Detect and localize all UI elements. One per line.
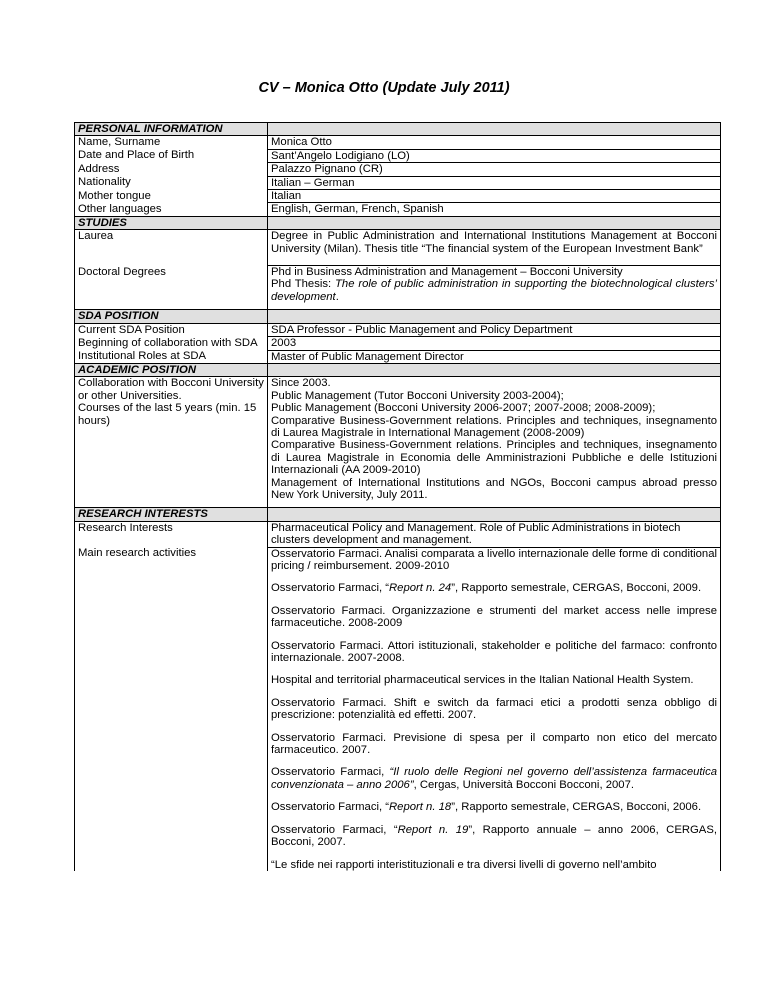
table-row <box>75 377 721 508</box>
section-title: STUDIES <box>75 216 268 229</box>
field-label: Institutional Roles at SDA <box>75 350 268 363</box>
document-title: CV – Monica Otto (Update July 2011) <box>258 80 510 96</box>
field-label: Laurea <box>75 230 268 266</box>
doctoral-thesis <box>271 278 717 303</box>
table-row <box>75 547 721 871</box>
table-row <box>75 136 721 149</box>
course-line: Public Management (Bocconi University 2006-2007; 2007-2008; 2008-2009); <box>271 402 656 415</box>
research-activity: Osservatorio Farmaci, “Il ruolo delle Regioni nel governo dell’assistenza farmaceutica convenzionata – anno 2006”, Cergas, Università Bocconi Bocconi, 2007. <box>271 766 718 791</box>
field-value: Degree in Public Administration and International Institutions Management at Bocconi University (Milan). Thesis title “The financial system of the European Investment Bank” <box>268 230 721 266</box>
field-label: Address <box>75 163 268 176</box>
field-label: Current SDA Position <box>75 323 268 336</box>
field-label: Other languages <box>75 203 268 216</box>
field-value: SDA Professor - Public Management and Policy Department <box>268 323 721 336</box>
field-value: Italian – German <box>268 176 721 189</box>
table-row <box>75 337 721 350</box>
field-value: Pharmaceutical Policy and Management. Role of Public Administrations in biotech clusters development and management. <box>268 521 721 547</box>
table-row <box>75 521 721 547</box>
thesis-title: The role of public administration in supporting the biotechnological clusters’ development <box>271 278 717 303</box>
research-activity: Osservatorio Farmaci, “Report n. 18”, Rapporto semestrale, CERGAS, Bocconi, 2006. <box>271 801 702 814</box>
field-value: English, German, French, Spanish <box>268 203 721 216</box>
section-title: ACADEMIC POSITION <box>75 363 268 376</box>
course-line: Comparative Business-Government relations. Principles and techniques, insegnamento di Laurea Magistrale in Economia delle Amministrazioni Pubbliche e delle Istituzioni Internazionali (AA 2009-2010) <box>271 439 717 477</box>
research-activity: Osservatorio Farmaci. Attori istituzionali, stakeholder e politiche del farmaco: confronto internazionale. 2007-2008. <box>271 639 717 665</box>
thesis-prefix: Phd Thesis: <box>271 278 336 291</box>
field-label: Date and Place of Birth <box>75 149 268 162</box>
research-activity: Osservatorio Farmaci. Shift e switch da farmaci etici a prodotti senza obbligo di prescrizione: potenzialità ed effetti. 2007. <box>271 696 717 722</box>
field-label: Beginning of collaboration with SDA <box>75 337 268 350</box>
table-row <box>75 323 721 336</box>
research-activity: Osservatorio Farmaci, “Report n. 24”, Rapporto semestrale, CERGAS, Bocconi, 2009. <box>271 582 702 595</box>
research-activity: Osservatorio Farmaci. Organizzazione e strumenti del market access nelle imprese farmaceutiche. 2008-2009 <box>271 604 717 630</box>
table-row <box>75 176 721 189</box>
table-row <box>75 190 721 203</box>
field-value <box>268 547 721 871</box>
table-row <box>75 163 721 176</box>
course-line: Comparative Business-Government relations. Principles and techniques, insegnamento di Laurea Magistrale in International Management (2008-2009) <box>271 414 717 439</box>
research-activity: “Le sfide nei rapporti interistituzionali e tra diversi livelli di governo nell’ambito <box>271 858 657 871</box>
section-header-studies <box>75 216 721 229</box>
course-line: Public Management (Tutor Bocconi University 2003-2004); <box>271 389 564 402</box>
table-row <box>75 203 721 216</box>
field-value: Monica Otto <box>268 136 721 149</box>
field-value: Master of Public Management Director <box>268 350 721 363</box>
field-label: Main research activities <box>75 547 268 871</box>
field-label: Mother tongue <box>75 190 268 203</box>
course-line: Management of International Institutions and NGOs, Bocconi campus abroad presso New York University, July 2011. <box>271 476 717 501</box>
field-value: Italian <box>268 190 721 203</box>
cv-table <box>74 122 721 871</box>
field-label: Nationality <box>75 176 268 189</box>
section-title: PERSONAL INFORMATION <box>75 123 268 136</box>
field-label: Research Interests <box>75 521 268 547</box>
research-activity: Osservatorio Farmaci, “Report n. 19”, Rapporto annuale – anno 2006, CERGAS, Bocconi, 2007. <box>271 823 718 849</box>
table-row <box>75 149 721 162</box>
table-row <box>75 350 721 363</box>
field-label: Collaboration with Bocconi University or other Universities. Courses of the last 5 years (min. 15 hours) <box>75 377 268 508</box>
thesis-suffix: . <box>335 290 339 303</box>
field-value: Palazzo Pignano (CR) <box>268 163 721 176</box>
section-header-personal <box>75 123 721 136</box>
research-activity: Osservatorio Farmaci. Analisi comparata a livello internazionale delle forme di conditional pricing / reimbursement. 2009-2010 <box>271 547 717 572</box>
field-value: 2003 <box>268 337 721 350</box>
field-value: Sant’Angelo Lodigiano (LO) <box>268 149 721 162</box>
field-value <box>268 266 721 310</box>
field-label: Doctoral Degrees <box>75 266 268 310</box>
table-row <box>75 230 721 266</box>
field-value <box>268 377 721 508</box>
section-header-sda <box>75 310 721 323</box>
section-title: RESEARCH INTERESTS <box>75 508 268 521</box>
course-line: Since 2003. <box>271 377 331 390</box>
table-row <box>75 266 721 310</box>
doctoral-line: Phd in Business Administration and Management – Bocconi University <box>271 266 623 279</box>
section-title: SDA POSITION <box>75 310 268 323</box>
section-header-academic <box>75 363 721 376</box>
research-activity: Osservatorio Farmaci. Previsione di spesa per il comparto non etico del mercato farmaceutico. 2007. <box>271 731 717 757</box>
section-header-research <box>75 508 721 521</box>
research-activity: Hospital and territorial pharmaceutical services in the Italian National Health System. <box>271 674 694 687</box>
field-label: Name, Surname <box>75 136 268 149</box>
